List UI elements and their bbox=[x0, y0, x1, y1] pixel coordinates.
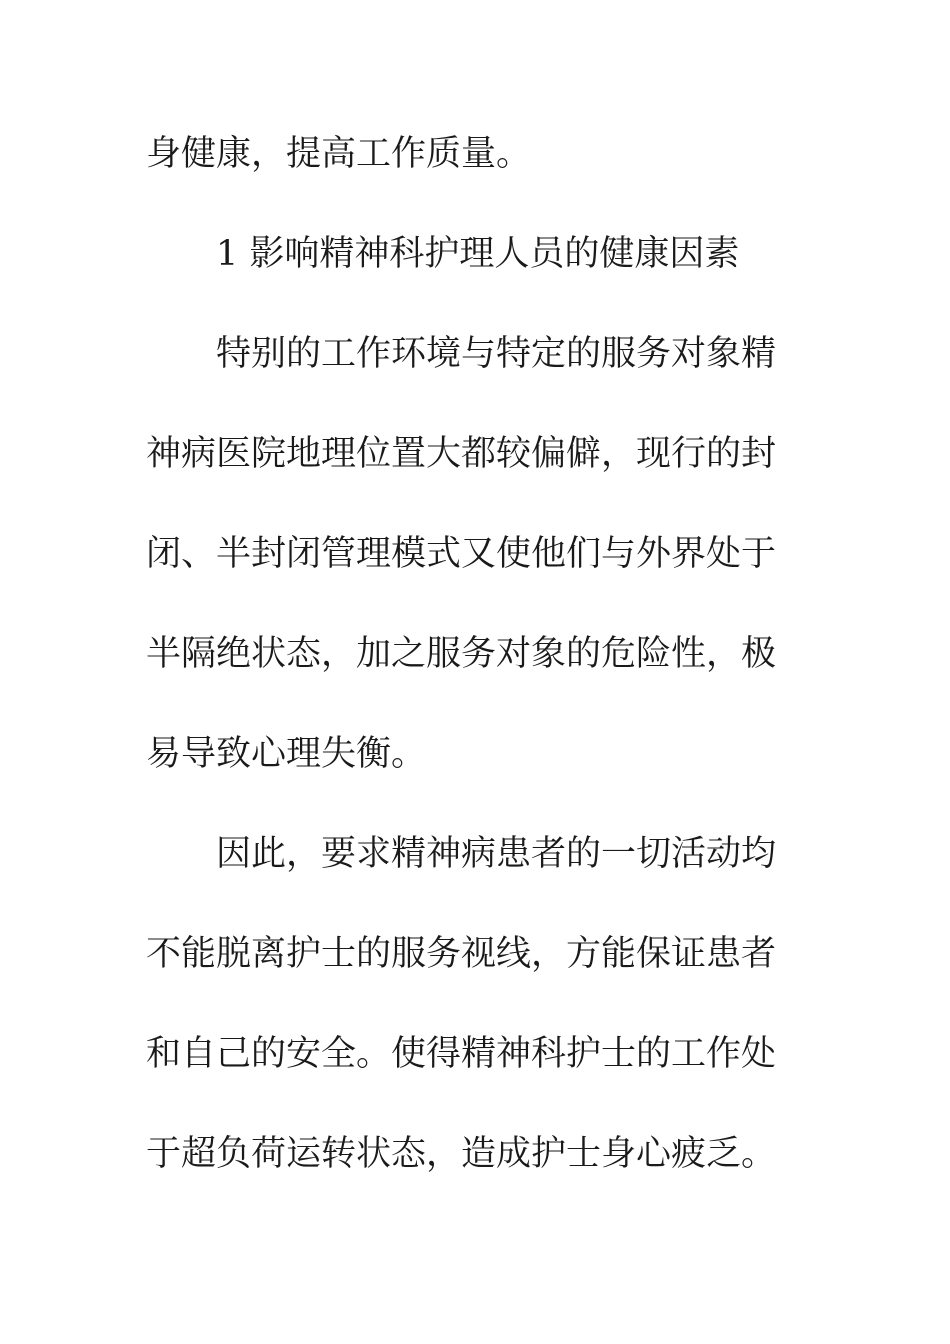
text-line: 因此，要求精神病患者的一切活动均 bbox=[216, 834, 777, 874]
text-line: 于超负荷运转状态，造成护士身心疲乏。 bbox=[146, 1134, 777, 1174]
text-line: 易导致心理失衡。 bbox=[146, 734, 427, 774]
section-heading: 1 影响精神科护理人员的健康因素 bbox=[216, 234, 740, 274]
body-text bbox=[146, 122, 778, 1222]
text-line: 不能脱离护士的服务视线，方能保证患者 bbox=[146, 934, 777, 974]
text-line: 和自己的安全。使得精神科护士的工作处 bbox=[146, 1034, 777, 1074]
text-line: 神病医院地理位置大都较偏僻，现行的封 bbox=[146, 434, 777, 474]
text-line: 半隔绝状态，加之服务对象的危险性，极 bbox=[146, 634, 777, 674]
text-line: 闭、半封闭管理模式又使他们与外界处于 bbox=[146, 534, 777, 574]
text-line: 身健康，提高工作质量。 bbox=[146, 134, 532, 174]
text-line: 特别的工作环境与特定的服务对象精 bbox=[216, 334, 777, 374]
